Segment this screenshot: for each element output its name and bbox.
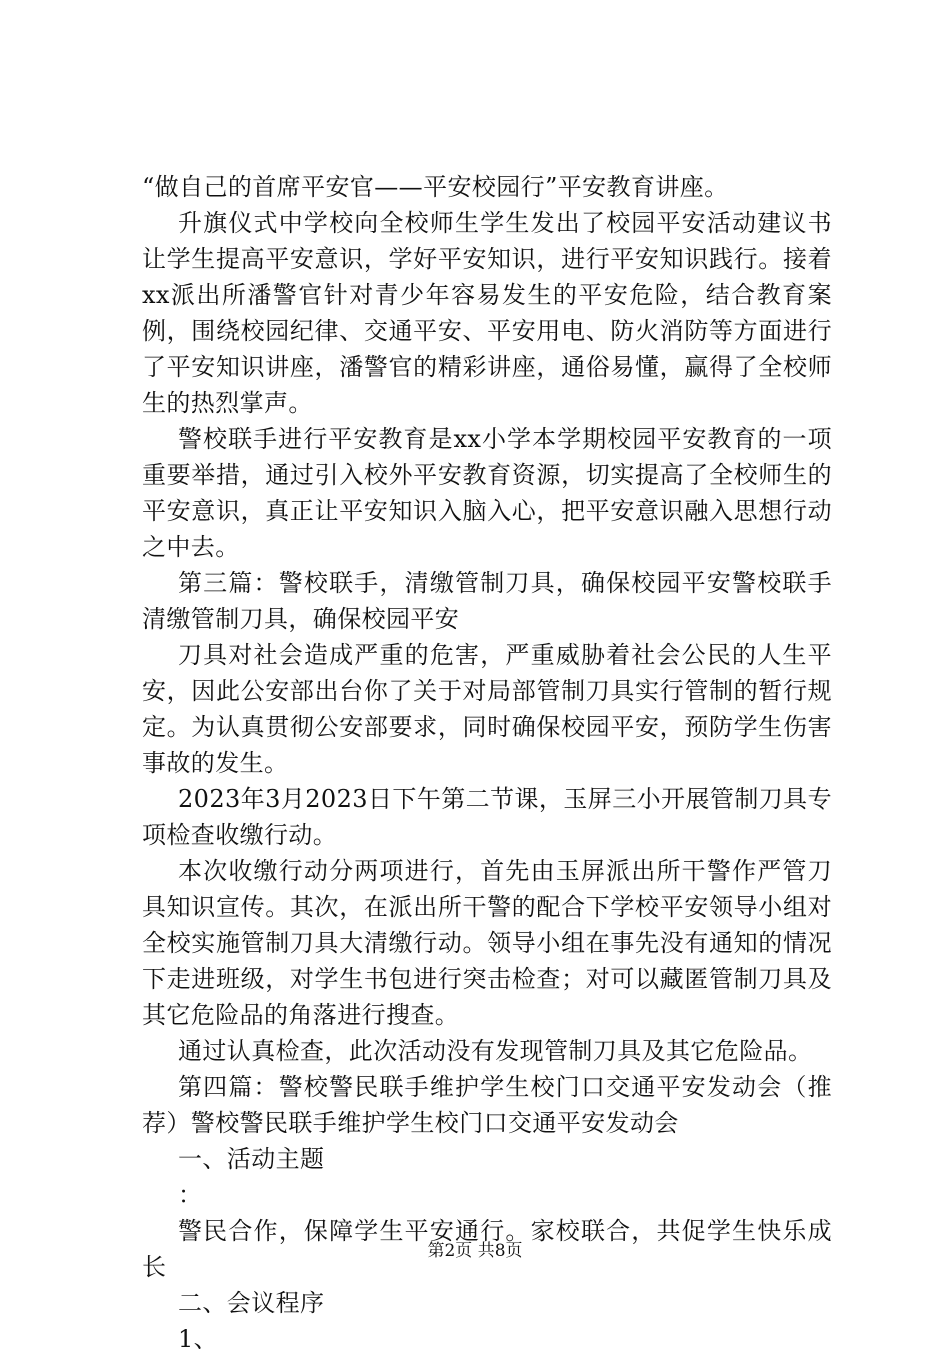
paragraph-title-line: “做自己的首席平安官——平安校园行”平安教育讲座。 (142, 173, 729, 201)
page-number-footer: 第2页 共8页 (427, 1241, 523, 1261)
subheading: 一、活动主题 (178, 1145, 325, 1173)
paragraph: ： (178, 1181, 203, 1209)
paragraph: 本次收缴行动分两项进行，首先由玉屏派出所干警作严管刀具知识宣传。其次，在派出所干警的配合下学校平安领导小组对全校实施管制刀具大清缴行动。领导小组在事先没有通知的情况下走进班级，对学生书包进行突击检查；对可以藏匿管制刀具及其它危险品的角落进行搜查。 (142, 857, 832, 1029)
list-item: 1、 (178, 1325, 219, 1353)
paragraph: 警民合作，保障学生平安通行。家校联合，共促学生快乐成长 (142, 1217, 832, 1281)
document-body (142, 169, 832, 1357)
paragraph: 2023年3月2023日下午第二节课，玉屏三小开展管制刀具专项检查收缴行动。 (142, 785, 832, 849)
subheading: 二、会议程序 (178, 1289, 325, 1317)
paragraph: 警校联手进行平安教育是xx小学本学期校园平安教育的一项重要举措，通过引入校外平安教育资源，切实提高了全校师生的平安意识，真正让平安知识入脑入心，把平安意识融入思想行动之中去。 (142, 425, 832, 561)
paragraph: 刀具对社会造成严重的危害，严重威胁着社会公民的人生平安，因此公安部出台你了关于对局部管制刀具实行管制的暂行规定。为认真贯彻公安部要求，同时确保校园平安，预防学生伤害事故的发生。 (142, 641, 832, 777)
section-heading: 第四篇：警校警民联手维护学生校门口交通平安发动会（推荐）警校警民联手维护学生校门口交通平安发动会 (142, 1073, 832, 1137)
paragraph: 升旗仪式中学校向全校师生学生发出了校园平安活动建议书让学生提高平安意识，学好平安知识，进行平安知识践行。接着xx派出所潘警官针对青少年容易发生的平安危险，结合教育案例，围绕校园纪律、交通平安、平安用电、防火消防等方面进行了平安知识讲座，潘警官的精彩讲座，通俗易懂，赢得了全校师生的热烈掌声。 (142, 209, 832, 417)
paragraph: 通过认真检查，此次活动没有发现管制刀具及其它危险品。 (178, 1037, 813, 1065)
section-heading: 第三篇：警校联手，清缴管制刀具，确保校园平安警校联手清缴管制刀具，确保校园平安 (142, 569, 832, 633)
